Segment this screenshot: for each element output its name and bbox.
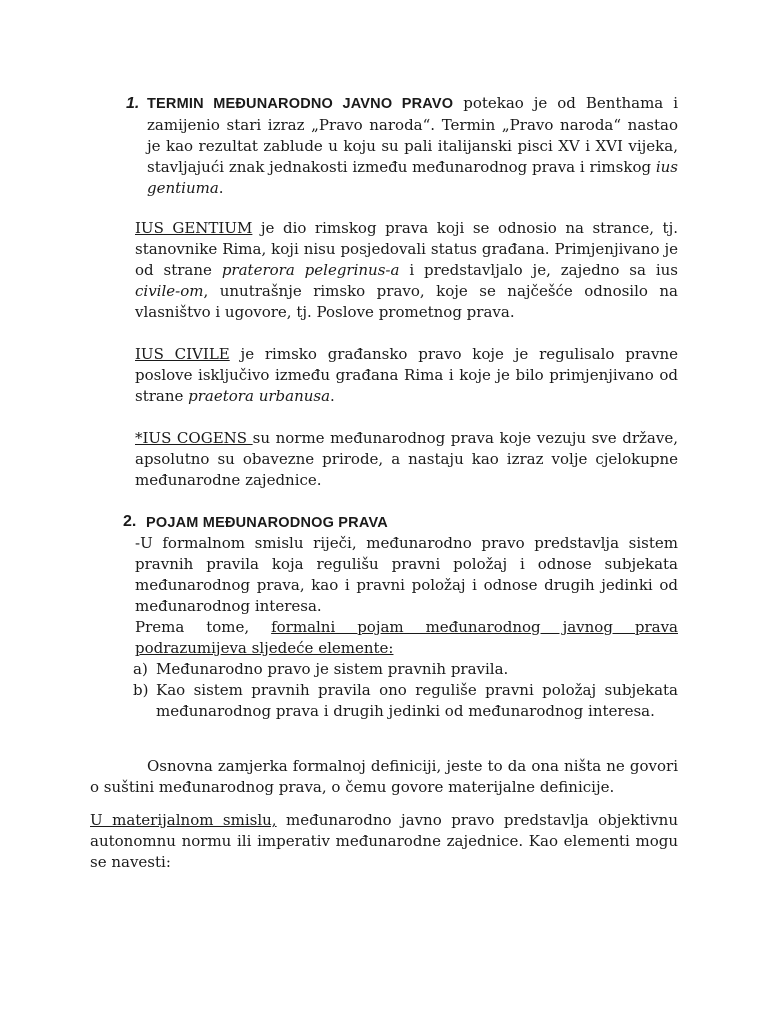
ius-cogens-paragraph	[135, 428, 678, 491]
section-number-1: 1.	[126, 95, 140, 112]
ius-civile-paragraph	[135, 344, 678, 407]
list-item	[133, 659, 678, 680]
section-2-paragraph-1: -U formalnom smislu riječi, međunarodno pravo predstavlja sistem pravnih pravila koja regulišu pravni položaj i odnose subjekata međunarodnog prava, kao i pravni položaj i odnose drugih jedinki od međunarodnog interesa.	[135, 534, 678, 615]
ius-civile-end: .	[330, 387, 335, 405]
closing-paragraph-1: Osnovna zamjerka formalnoj definiciji, jeste to da ona ništa ne govori o suštini međunarodnog prava, o čemu govore materijalne definicije.	[90, 757, 678, 796]
ius-gentium-italic-b: civile-om	[135, 282, 204, 300]
ius-gentium-term: IUS GENTIUM	[135, 219, 253, 237]
section-number-2: 2.	[123, 513, 137, 530]
list-marker: a)	[133, 660, 148, 678]
section-2-lead: Prema tome,	[135, 618, 272, 636]
ius-cogens-term: *IUS COGENS	[135, 429, 253, 447]
ius-cogens-text: su norme međunarodnog prava koje vezuju sve države, apsolutno su obavezne prirode, a nastaju kao izraz volje cjelokupne međunarodne zajednice.	[135, 429, 678, 489]
section-1-text: potekao je od Benthama i zamijenio stari izraz „Pravo naroda“. Termin „Pravo naroda“ nastao je kao rezultat zablude u koju su pali italijanski pisci XV i XVI vijeka, stavljajući znak jednakosti između međunarodnog prava i rimskog	[147, 94, 679, 176]
section-2-paragraph-2	[135, 617, 678, 659]
section-1-term: TERMIN MEĐUNARODNO JAVNO PRAVO	[147, 96, 454, 112]
ius-gentium-paragraph	[135, 218, 678, 323]
section-2-heading-text: POJAM MEĐUNARODNOG PRAVA	[146, 515, 388, 531]
section-2-underlined: formalni pojam međunarodnog javnog prava podrazumijeva sljedeće elemente:	[135, 618, 678, 657]
section-2-heading	[146, 512, 678, 534]
list-item	[133, 680, 678, 722]
ius-gentium-text-c: , unutrašnje rimsko pravo, koje se najčešće odnosilo na vlasništvo i ugovore, tj. Poslove prometnog prava.	[135, 282, 678, 321]
ius-gentium-text-a: je dio rimskog prava koji se odnosio na strance, tj. stanovnike Rima, koji nisu posjedovali status građana. Primjenjivano je od strane	[135, 219, 678, 279]
ius-civile-italic: praetora urbanusa	[188, 387, 331, 405]
list-item-text: Međunarodno pravo je sistem pravnih pravila.	[156, 660, 509, 678]
closing-underlined: U materijalnom smislu,	[90, 811, 277, 829]
ius-civile-text: je rimsko građansko pravo koje je regulisalo pravne poslove isključivo između građana Rima i koje je bilo primjenjivano od strane	[135, 345, 678, 405]
list-marker: b)	[133, 681, 149, 699]
ius-civile-term: IUS CIVILE	[135, 345, 230, 363]
section-1-end: .	[218, 179, 224, 197]
section-1-paragraph	[147, 93, 678, 199]
closing-text: međunarodno javno pravo predstavlja objektivnu autonomnu normu ili imperativ međunarodne zajednice. Kao elementi mogu se navesti:	[90, 811, 679, 871]
ius-gentium-italic-a: praterora pelegrinus-a	[221, 261, 400, 279]
ius-gentium-text-b: i predstavljalo je, zajedno sa ius	[399, 261, 679, 279]
section-1-italic: ius gentiuma	[147, 158, 678, 197]
closing-paragraph-2	[90, 810, 678, 873]
list-item-text: Kao sistem pravnih pravila ono reguliše pravni položaj subjekata međunarodnog prava i drugih jedinki od međunarodnog interesa.	[156, 681, 678, 720]
